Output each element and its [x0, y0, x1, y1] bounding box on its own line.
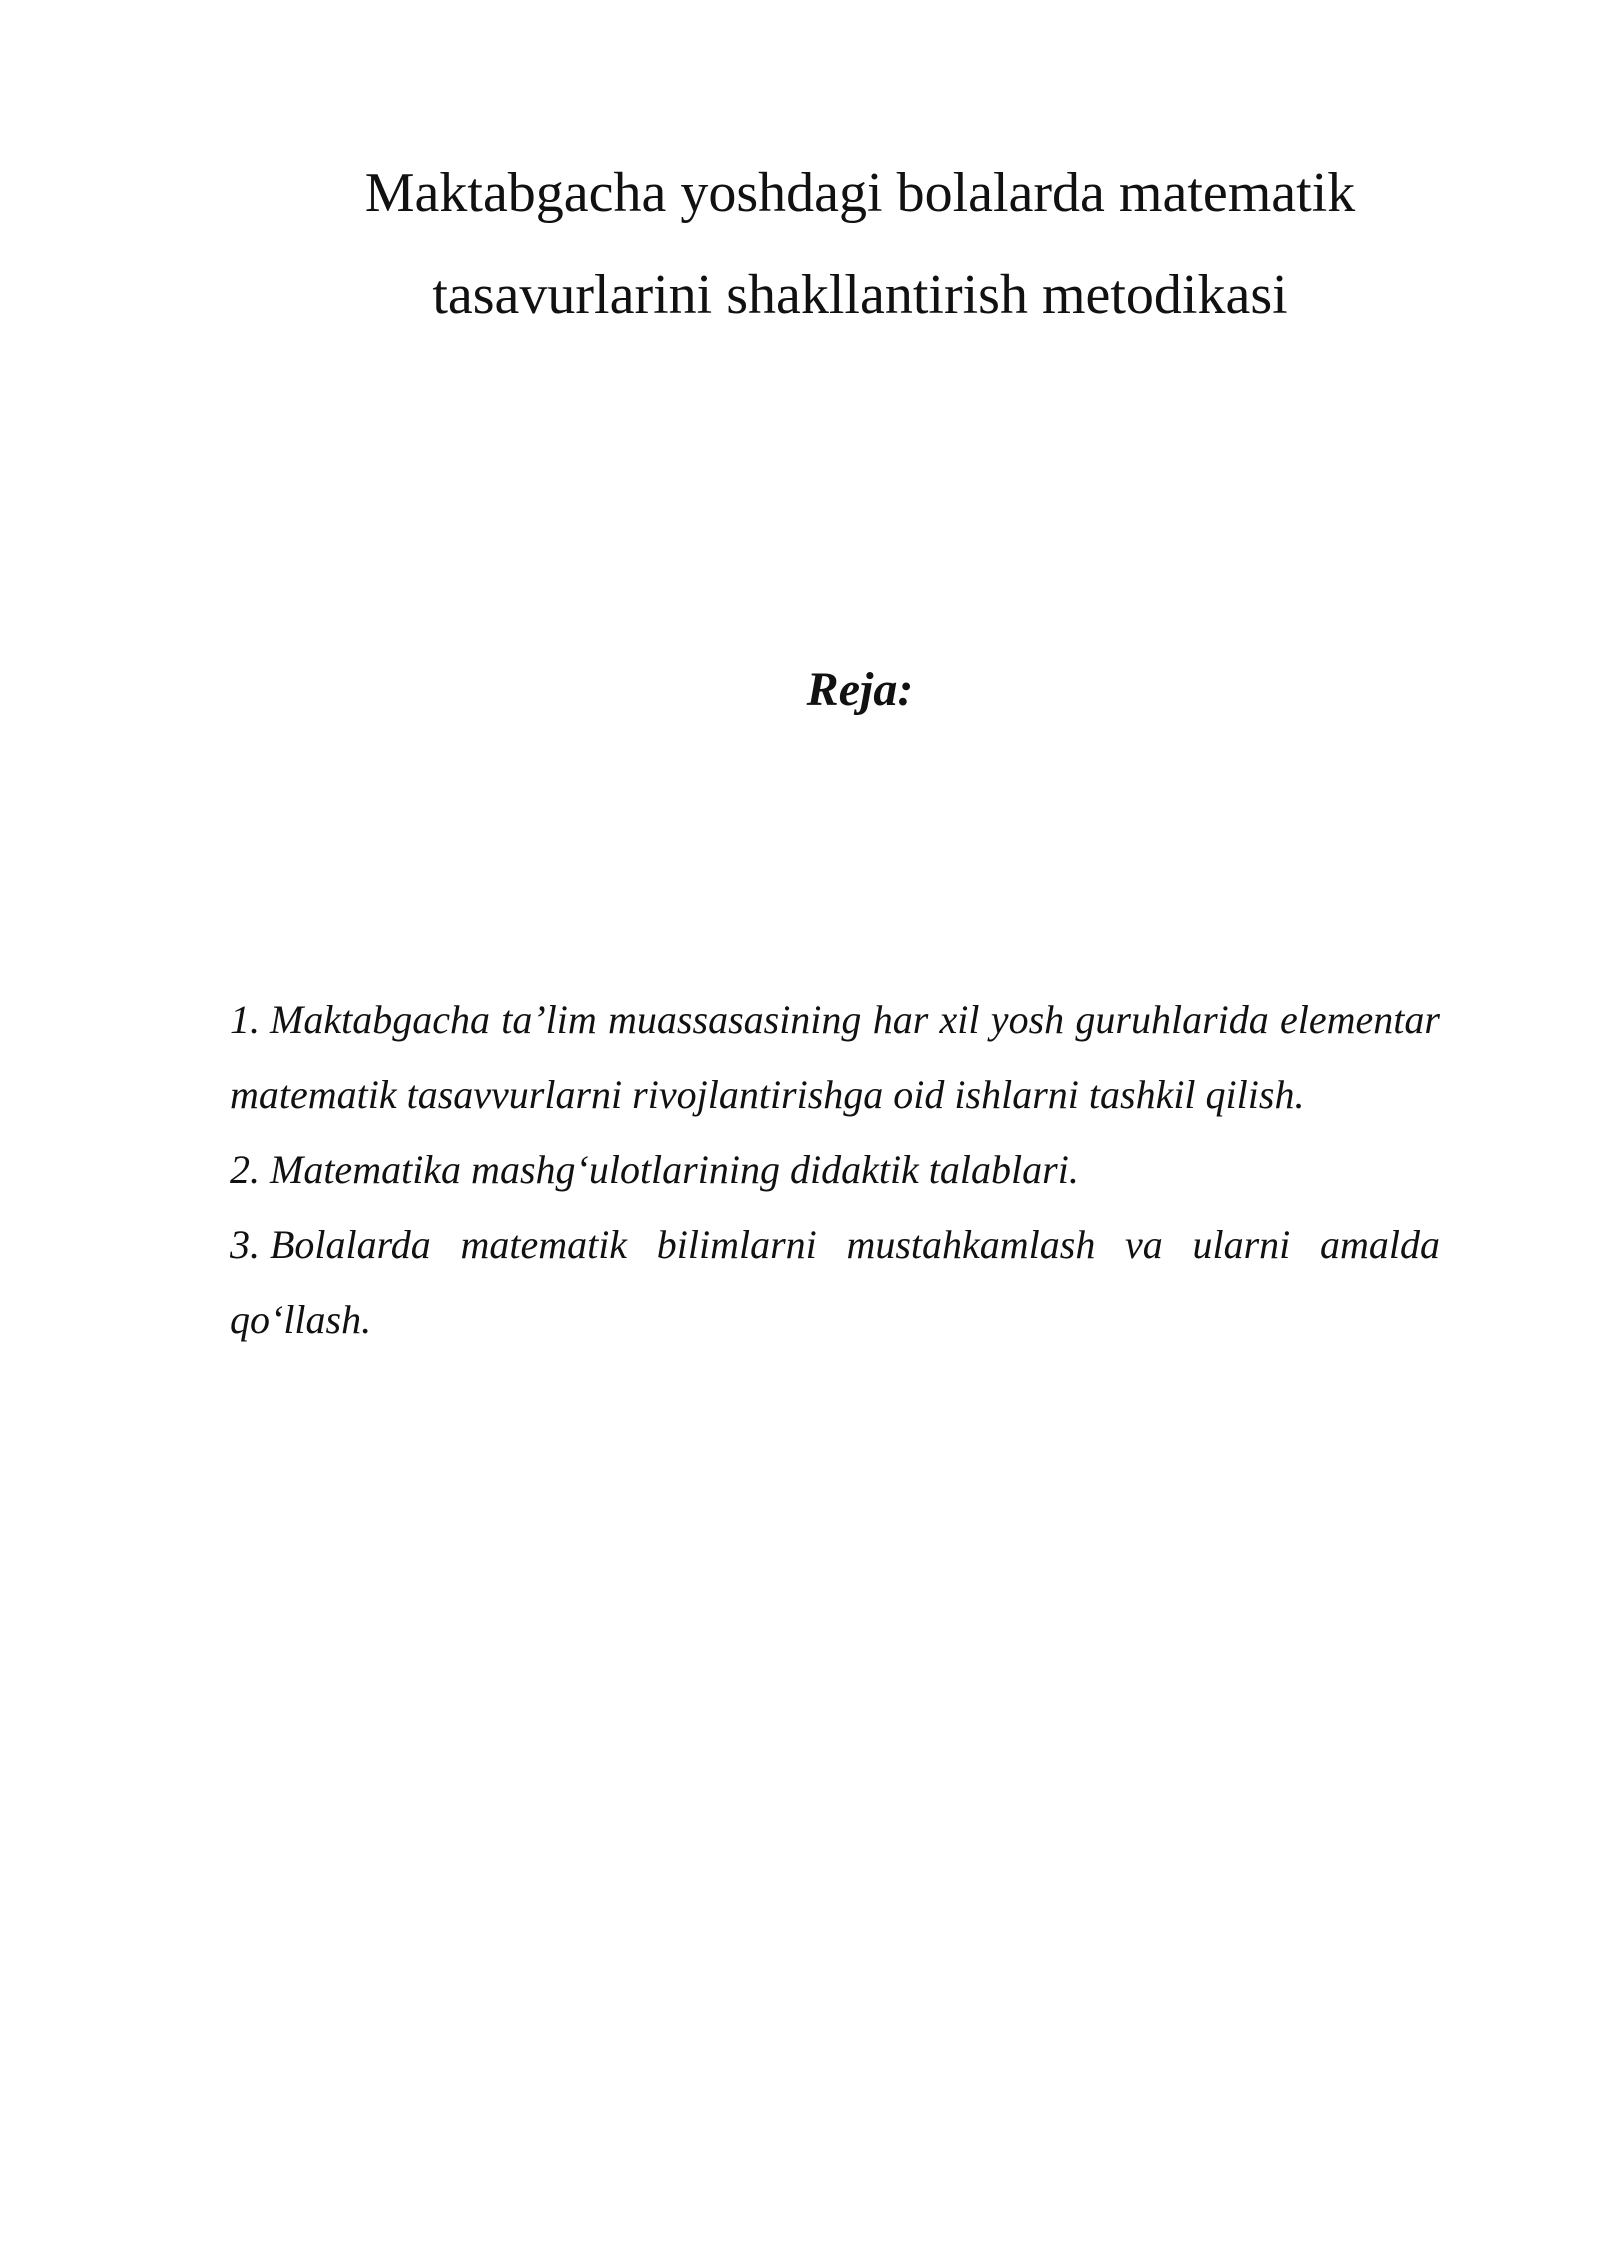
plan-item-text: Maktabgacha ta’lim muassasasining har xil yosh guruhlarida elementar matematik tasavvurlarni rivojlantirishga oid ishlarni tashkil qilish.: [230, 997, 1440, 1117]
page-title: [230, 142, 1490, 346]
plan-list: [230, 982, 1440, 1357]
plan-item-2: [230, 1132, 1440, 1207]
plan-heading: Reja:: [806, 663, 914, 716]
plan-item-number: 2.: [230, 1147, 260, 1192]
title-line-1: Maktabgacha yoshdagi bolalarda matematik: [364, 162, 1356, 224]
plan-item-3: [230, 1207, 1440, 1357]
plan-item-1: [230, 982, 1440, 1132]
plan-item-number: 1.: [230, 997, 260, 1042]
plan-item-number: 3.: [230, 1222, 260, 1267]
plan-item-text: Bolalarda matematik bilimlarni mustahkamlash va ularni amalda qo‘llash.: [230, 1222, 1440, 1342]
plan-item-text: Matematika mashg‘ulotlarining didaktik talablari.: [270, 1147, 1079, 1192]
title-line-2: tasavurlarini shakllantirish metodikasi: [432, 264, 1288, 326]
